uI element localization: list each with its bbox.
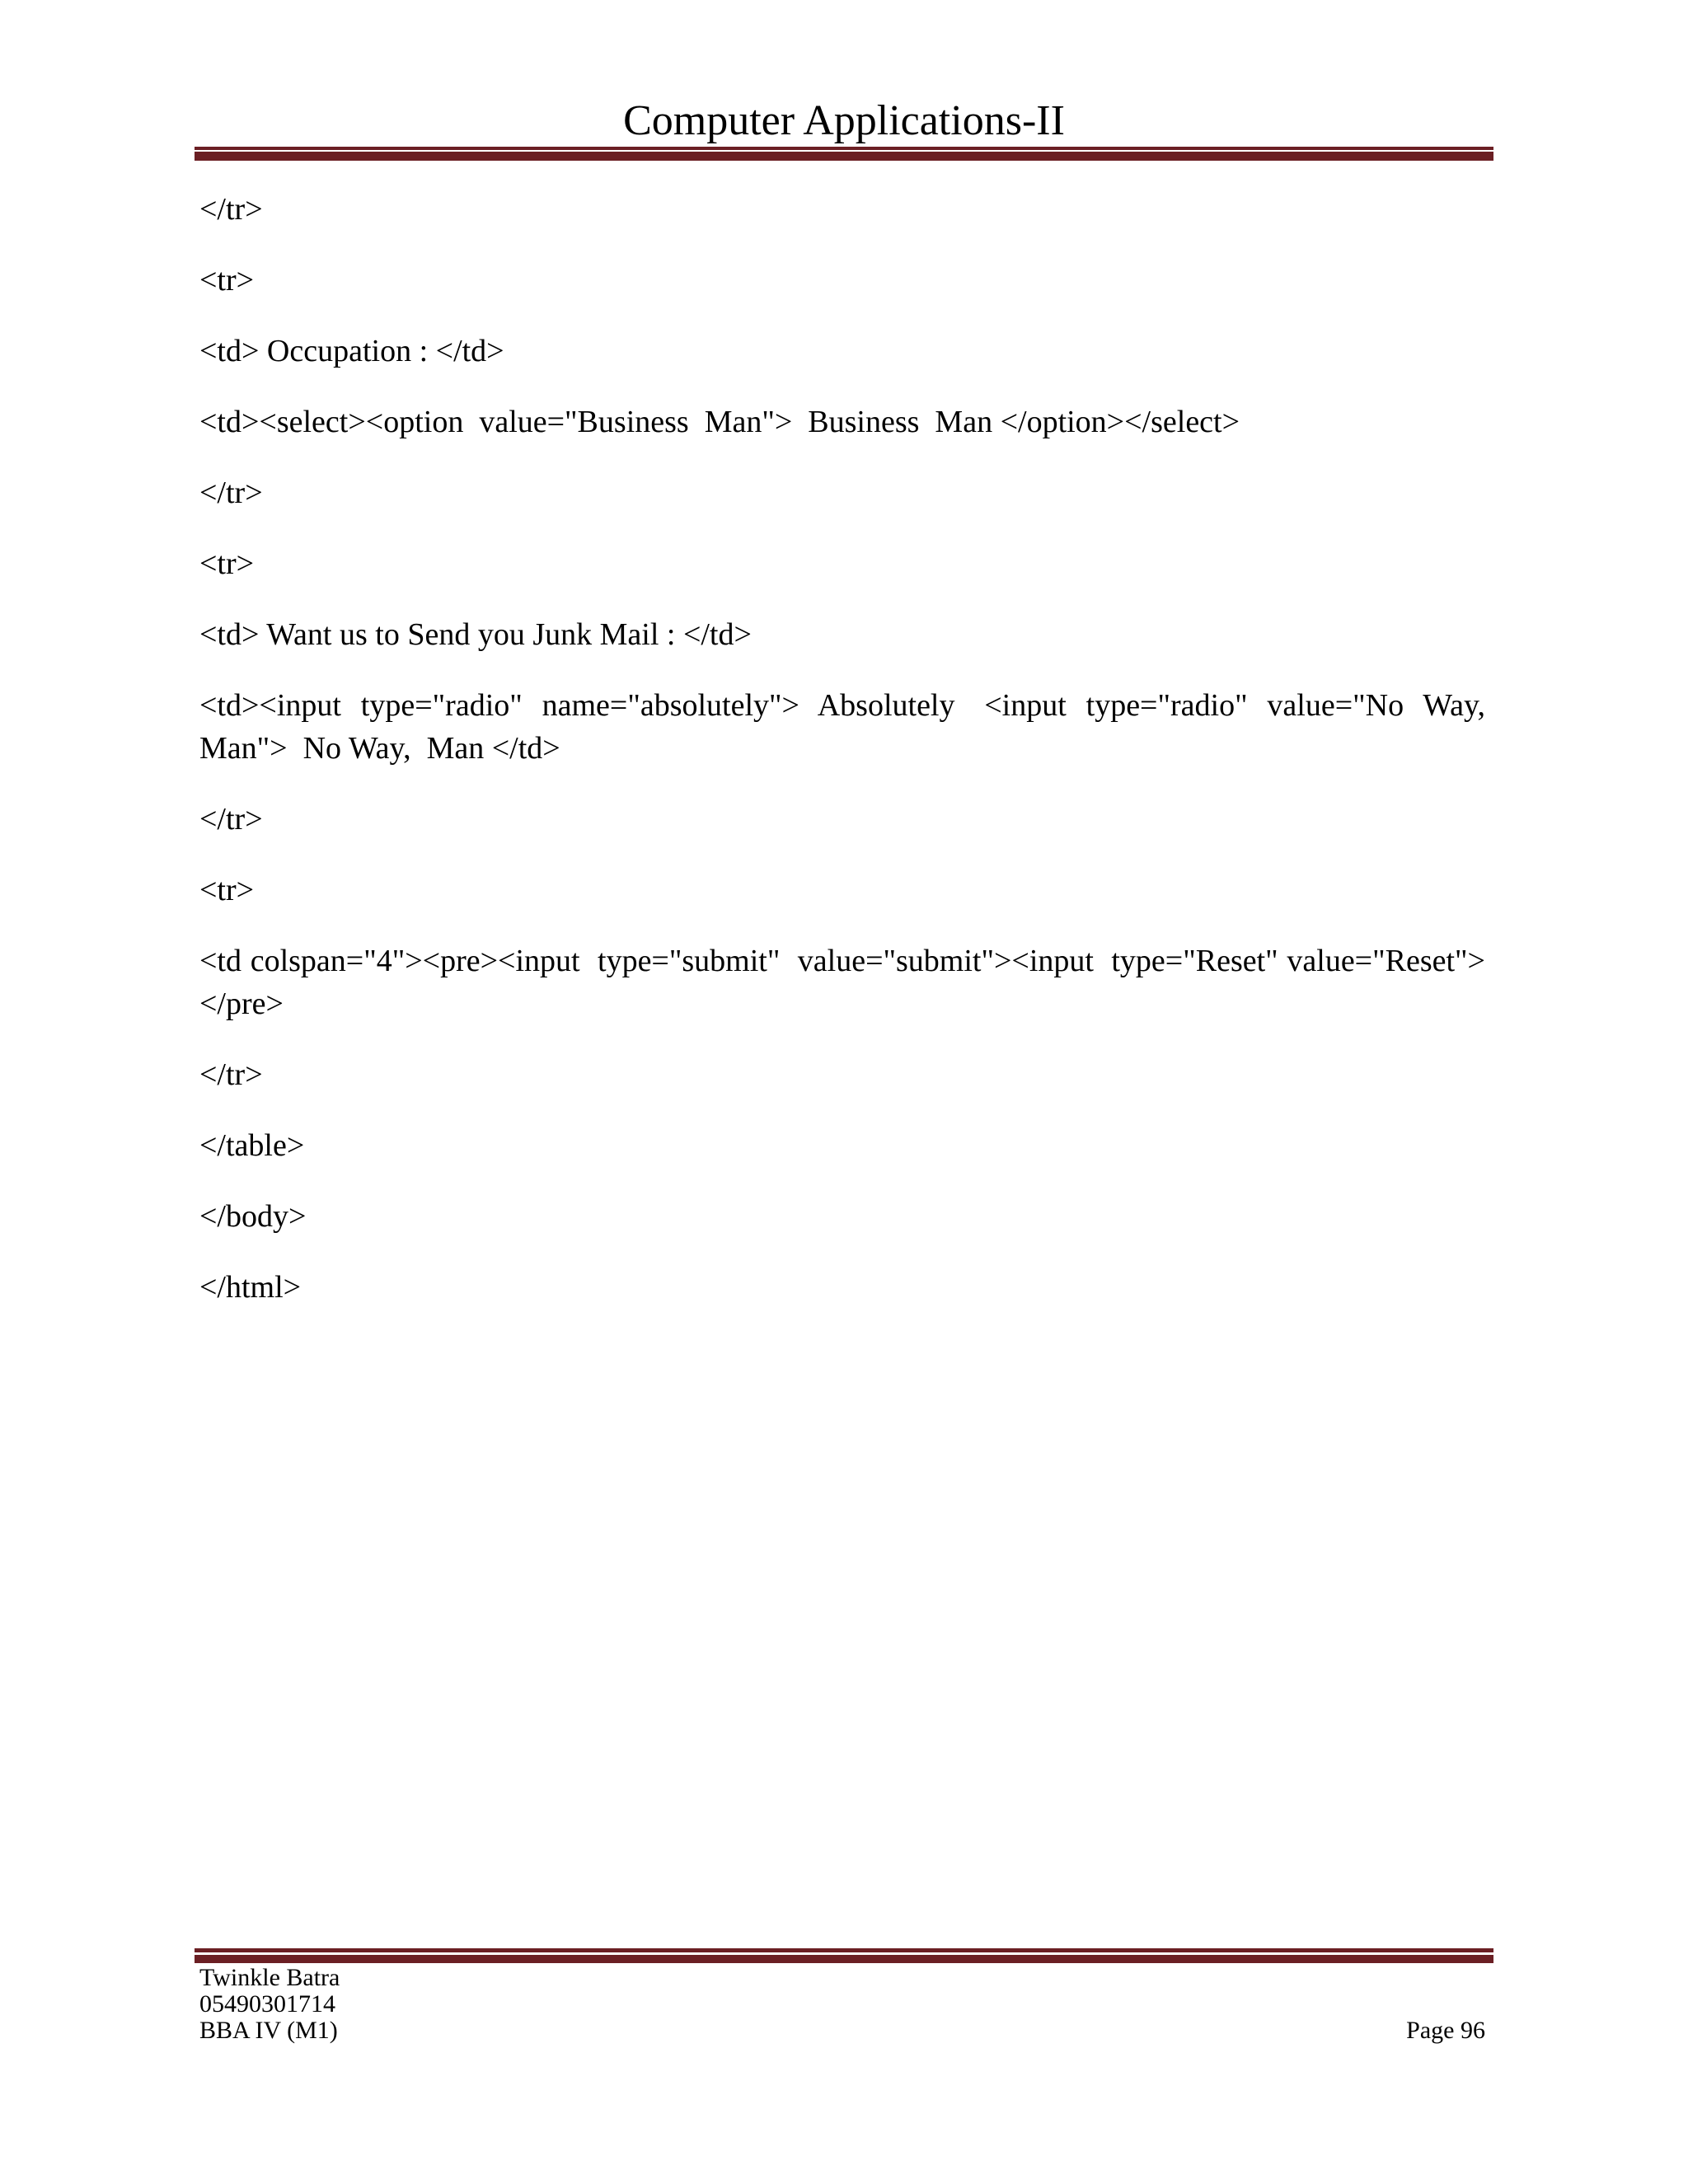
footer-phone: 05490301714 [199,1990,335,2018]
footer-course: BBA IV (M1) [199,2017,338,2044]
code-line: <tr> [199,546,255,581]
footer-author-block [199,1965,340,2044]
footer-rule-thin [195,1948,1493,1952]
code-listing [199,188,1493,1337]
code-line: </body> [199,1199,307,1234]
code-line: <tr> [199,263,255,298]
code-line: </tr> [199,476,263,510]
page-header-title: Computer Applications-II [623,97,1065,144]
code-line: <td colspan="4"><pre><input type="submit" value="submit"><input type="Reset" value="Reset"></pre> [199,944,1485,1021]
code-line: </tr> [199,192,263,227]
code-line: <td> Occupation : </td> [199,334,504,368]
code-line: </tr> [199,802,263,837]
code-line: <td> Want us to Send you Junk Mail : </td> [199,617,752,652]
code-line: </table> [199,1128,305,1163]
code-line: <td><select><option value="Business Man"> Business Man </option></select> [199,405,1240,439]
code-line: </html> [199,1270,302,1305]
header-rule-thin [195,147,1493,150]
footer-rule-thick [195,1955,1493,1963]
header-rule-thick [195,152,1493,161]
footer-page-number: Page 96 [1406,2017,1485,2044]
code-line: <tr> [199,873,255,907]
code-line: <td><input type="radio" name="absolutely"> Absolutely <input type="radio" value="No Way, Man"> No Way, Man </td> [199,688,1493,766]
footer-author: Twinkle Batra [199,1964,340,1991]
code-line: </tr> [199,1057,263,1092]
